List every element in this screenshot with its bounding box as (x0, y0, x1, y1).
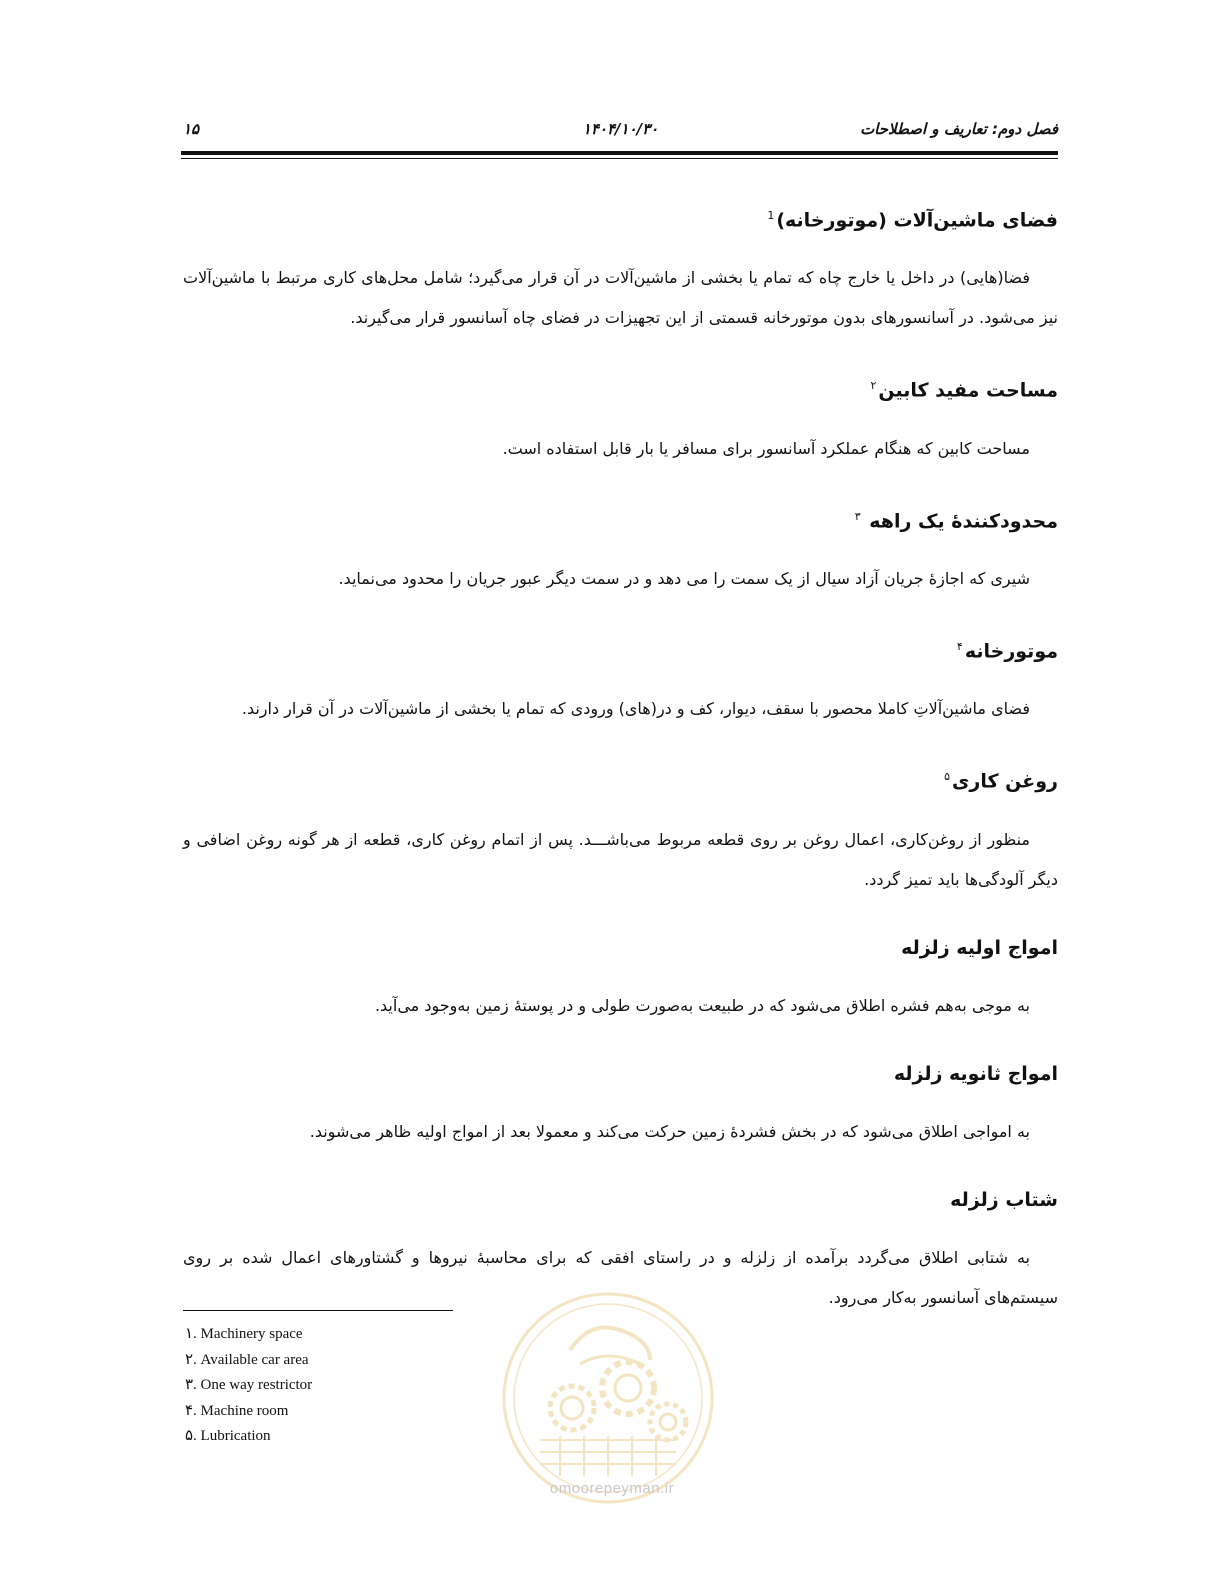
entry-machinery-space (183, 196, 1058, 338)
header-rule-thin (181, 158, 1058, 159)
term-definition: مساحت کابین که هنگام عملکرد آسانسور برای مسافر یا بار قابل استفاده است. (502, 438, 1030, 458)
footnote-separator (183, 1310, 453, 1311)
chapter-title: فصل دوم: تعاریف و اصطلاحات (860, 120, 1058, 138)
term-heading (183, 1054, 1058, 1094)
footnote-item: ۵. Lubrication (185, 1428, 271, 1444)
definitions-body (183, 196, 1058, 1346)
footnote-ref: ۴ (956, 639, 963, 653)
entry-one-way-restrictor (183, 497, 1058, 599)
term-definition: منظور از روغن‌کاری، اعمال روغن بر روی قطعه مربوط می‌باشـــد. پس از اتمام روغن کاری، قطعه از هر گونه روغن اضافی و دیگر آلودگی‌ها باید تمیز گردد. (183, 829, 1058, 889)
watermark-url: omoorepeyman.ir (549, 1480, 675, 1497)
entry-lubrication (183, 757, 1058, 899)
footnote-item: ۱. Machinery space (185, 1326, 303, 1342)
term-definition: به موجی به‌هم فشره اطلاق می‌شود که در طبیعت به‌صورت طولی و در پوستۀ زمین به‌وجود می‌آید. (374, 995, 1030, 1015)
term-heading (183, 627, 1058, 671)
term-definition: به امواجی اطلاق می‌شود که در بخش فشردۀ زمین حرکت می‌کند و معمولا بعد از امواج اولیه ظاهر می‌شوند. (309, 1121, 1030, 1141)
entry-primary-waves (183, 928, 1058, 1026)
footnote-ref: ۵ (944, 770, 951, 784)
term-text: امواج ثانویه زلزله (893, 1062, 1058, 1085)
header-rule-thick (181, 151, 1058, 155)
term-text: مساحت مفید کابین (878, 379, 1058, 402)
term-definition: فضا(هایی) در داخل یا خارج چاه که تمام یا بخشی از ماشین‌آلات در آن قرار می‌گیرد؛ شامل محل‌های کاری مرتبط با ماشین‌آلات نیز می‌شود. در آسانسورهای بدون موتورخانه قسمتی از این تجهیزات در فضای چاه آسانسور قرار می‌گیرند. (183, 268, 1058, 328)
footnote-item: ۴. Machine room (185, 1402, 289, 1419)
term-heading (183, 757, 1058, 801)
term-text: موتورخانه (964, 640, 1058, 663)
footnotes (185, 1322, 485, 1450)
header-date: ۱۴۰۴/۱۰/۳۰ (582, 120, 659, 138)
term-definition: به شتابی اطلاق می‌گردد برآمده از زلزله و در راستای افقی که برای محاسبۀ نیروها و گشتاورهای اعمال شده بر روی سیستم‌های آسانسور به‌کار می‌رود. (183, 1247, 1058, 1307)
term-heading (183, 1180, 1058, 1220)
term-definition: فضای ماشین‌آلاتِ کاملا محصور با سقف، دیوار، کف و در(های) ورودی که تمام یا بخشی از ماشین‌آلات در آن قرار دارند. (241, 699, 1030, 719)
term-text: روغن کاری (952, 770, 1058, 793)
entry-machine-room (183, 627, 1058, 729)
term-text: شتاب زلزله (950, 1188, 1058, 1211)
term-heading (183, 928, 1058, 968)
footnote-item: ۲. Available car area (185, 1351, 309, 1368)
term-heading (183, 366, 1058, 410)
footnote-ref: 1 (767, 209, 775, 222)
term-definition: شیری که اجازۀ جریان آزاد سیال از یک سمت را می دهد و در سمت دیگر عبور جریان را محدود می‌نماید. (338, 568, 1030, 588)
footnote-item: ۳. One way restrictor (185, 1377, 313, 1393)
footnote-ref: ۲ (870, 379, 877, 393)
page-number: ۱۵ (183, 120, 200, 138)
term-heading (183, 497, 1058, 541)
footnote-ref: ۳ (854, 509, 861, 523)
term-text: محدودکنندۀ یک راهه (869, 509, 1058, 532)
entry-secondary-waves (183, 1054, 1058, 1152)
watermark-seal (500, 1290, 716, 1506)
term-text: امواج اولیه زلزله (901, 936, 1058, 959)
term-heading (183, 196, 1058, 240)
page-header (183, 120, 1058, 144)
term-text: فضای ماشین‌آلات (موتورخانه) (776, 209, 1058, 232)
entry-available-car-area (183, 366, 1058, 468)
